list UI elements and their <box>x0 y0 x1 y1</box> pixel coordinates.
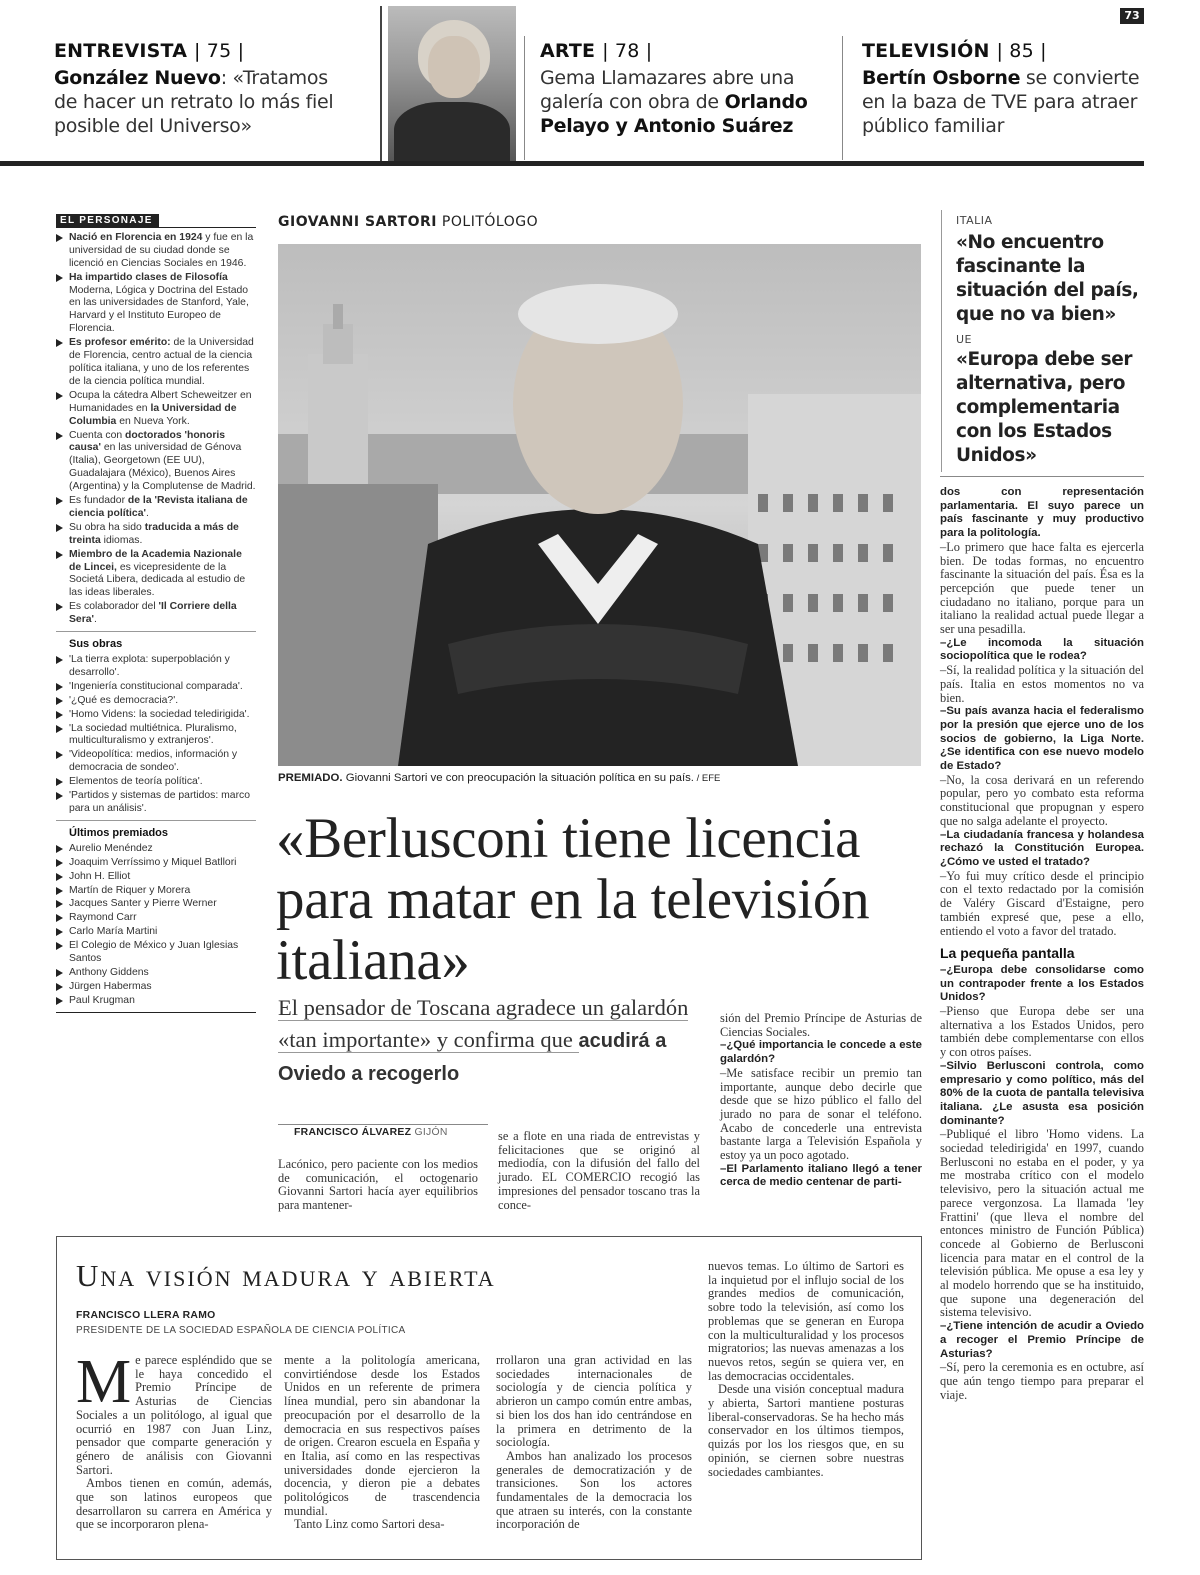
winner-item: Aurelio Menéndez <box>56 843 256 856</box>
bio-item: Miembro de la Academia Nazionale de Lincei, es vicepresidente de la Societá Libera, dedicada al estudio de las ideas liberales. <box>56 549 256 601</box>
work-item: 'Partidos y sistemas de partidos: marco para un análisis'. <box>56 790 256 816</box>
article-col2: se a flote en una riada de entrevistas y felicitaciones que se originó al mediodía, con la difusión del fallo del jurado. EL COMERCIO recogió las impresiones del pensador toscano tras la conce- <box>498 1129 700 1212</box>
byline-name: FRANCISCO ÁLVAREZ <box>294 1127 412 1138</box>
right-rule <box>940 476 1144 477</box>
question: –Su país avanza hacia el federalismo por la presión que ejerce uno de los socios de gobierno, la Liga Norte. ¿Se identifica con ese nuevo modelo de Estado? <box>940 705 1144 773</box>
winner-item: Raymond Carr <box>56 912 256 925</box>
header-rule <box>0 161 1144 166</box>
teaser-bold: González Nuevo <box>54 67 221 89</box>
byline <box>294 1127 448 1138</box>
caption-credit: / EFE <box>693 773 721 784</box>
header-section-television[interactable] <box>862 40 1152 138</box>
bio-item: Nació en Florencia en 1924 y fue en la universidad de su ciudad donde se licenció en Ciencias Sociales en 1946. <box>56 232 256 271</box>
section-label: ENTREVISTA <box>54 40 188 62</box>
byline-rule <box>278 1124 488 1125</box>
kicker <box>278 214 538 230</box>
header-portrait-photo <box>388 6 516 162</box>
bio-list <box>56 232 256 627</box>
byline-place: GIJÓN <box>411 1127 448 1138</box>
opinion-col3: rrollaron una gran actividad en las sociedades internacionales de sociología y de ciencia política y abrieron un campo común entre ambas, si bien los dos han ido centrándose en la primera en detrimento de la sociología. Ambos han analizado los procesos generales de democratización y de transiciones. Son los actores fundamentales de la democracia los que atraen su interés, con la constante incorporación de <box>496 1353 692 1532</box>
caption-text: Giovanni Sartori ve con preocupación la situación política en su país. <box>342 772 694 784</box>
winner-item: Martín de Riquer y Morera <box>56 885 256 898</box>
pullquote-divider <box>941 210 942 472</box>
article-col1: Lacónico, pero paciente con los medios de comunicación, el octogenario Giovanni Sartori hacía ayer equilibrios para mantener- <box>278 1157 478 1213</box>
winner-item: Anthony Giddens <box>56 967 256 980</box>
winner-item: Carlo María Martini <box>56 926 256 939</box>
header-divider <box>524 36 525 160</box>
kicker-role: POLITÓLOGO <box>436 214 539 230</box>
work-item: Elementos de teoría política'. <box>56 776 256 789</box>
work-item: 'La tierra explota: superpoblación y desarrollo'. <box>56 654 256 680</box>
kicker-name: GIOVANNI SARTORI <box>278 214 437 230</box>
teaser-bold: Bertín Osborne <box>862 67 1021 89</box>
winner-item: Jürgen Habermas <box>56 981 256 994</box>
section-page: | 85 | <box>996 40 1047 62</box>
bio-item: Es profesor emérito: de la Universidad de Florencia, centro actual de la ciencia política italiana, y uno de los referentes de la ciencia política mundial. <box>56 337 256 389</box>
deck-text: El pensador de Toscana agradece un galardón «tan importante» y confirma que <box>278 995 689 1052</box>
question: –¿Qué importancia le concede a este galardón? <box>720 1039 922 1066</box>
work-item: 'Videopolítica: medios, información y democracia de sondeo'. <box>56 749 256 775</box>
drop-cap: M <box>76 1348 132 1416</box>
bio-item: Ocupa la cátedra Albert Scheweitzer en Humanidades en la Universidad de Columbia en Nueva York. <box>56 390 256 429</box>
works-title: Sus obras <box>69 638 123 651</box>
teaser-text: Gema Llamazares abre una galería con obra de <box>540 67 795 113</box>
deck <box>278 992 698 1096</box>
pullquote-text: «Europa debe ser alternativa, pero complementaria con los Estados Unidos» <box>956 349 1133 466</box>
winners-list <box>56 843 256 1008</box>
opinion-col4: nuevos temas. Lo último de Sartori es la inquietud por el influjo social de los grandes medios de comunicación, sobre todo la televisión, así como los problemas que se generan en Europa con la multiculturalidad y los procesos migratorios; las nuevas amenazas a los nuevos retos, según se quiera ver, en las democracias occidentales. Desde una visión conceptual madura y abierta, Sartori mantiene posturas liberal-conservadoras. Se ha hecho más conservador en los últimos tiempos, quizás por los los riesgos que, en su opinión, se ciernen sobre nuestras sociedades cambiantes. <box>708 1259 904 1479</box>
main-photo <box>278 244 921 766</box>
pullquote-tag: ITALIA <box>956 214 993 227</box>
article-col3: sión del Premio Príncipe de Asturias de Ciencias Sociales. –¿Qué importancia le concede a este galardón? –Me satisface recibir un premio tan importante, aunque debo decirle que desde que se hizo público el fallo del jurado no para de sonar el teléfono. Acabo de concederle una entrevista bastante larga a Televisión Española y estoy ya un poco agotado. –El Parlamento italiano llegó a tener cerca de medio centenar de parti- <box>720 1011 922 1189</box>
pullquote-text: «No encuentro fascinante la situación del país, que no va bien» <box>956 232 1139 325</box>
question: –¿Tiene intención de acudir a Oviedo a recoger el Premio Príncipe de Asturias? <box>940 1320 1144 1360</box>
teaser-bold: Orlando Pelayo y Antonio Suárez <box>540 91 808 137</box>
pullquote-tag: UE <box>956 333 973 346</box>
header-divider <box>380 6 382 162</box>
question: –¿Le incomoda la situación sociopolítica que le rodea? <box>940 636 1144 663</box>
bio-item: Es fundador de la 'Revista italiana de ciencia política'. <box>56 495 256 521</box>
opinion-author-role: PRESIDENTE DE LA SOCIEDAD ESPAÑOLA DE CIENCIA POLÍTICA <box>76 1325 406 1336</box>
work-item: 'Homo Videns: la sociedad teledirigida'. <box>56 709 256 722</box>
photo-caption <box>278 772 921 784</box>
bio-item: Ha impartido clases de Filosofía Moderna, Lógica y Doctrina del Estado en las universidades de Stanford, Yale, Harvard y el Instituto Europeo de Florencia. <box>56 272 256 337</box>
work-item: 'La sociedad multiétnica. Pluralismo, multiculturalismo y extranjeros'. <box>56 723 256 749</box>
question: –La ciudadanía francesa y holandesa rechazó la Constitución Europea. ¿Cómo ve usted el tratado? <box>940 828 1144 868</box>
section-page: | 75 | <box>193 40 245 62</box>
question: –¿Europa debe consolidarse como un contrapoder frente a los Estados Unidos? <box>940 963 1144 1004</box>
headline: «Berlusconi tiene licencia para matar en la televisión italiana» <box>276 807 870 992</box>
bio-item: Cuenta con doctorados 'honoris causa' en las universidad de Génova (Italia), Georgetown (EE UU), Guadalajara (México), Buenos Aires (Argentina) y la Complutense de Madrid. <box>56 430 256 495</box>
question: –Silvio Berlusconi controla, como empresario y como político, más del 80% de la cuota de pantalla televisiva italiana. ¿Le asusta esa posición dominante? <box>940 1059 1144 1127</box>
winner-item: Jacques Santer y Pierre Werner <box>56 898 256 911</box>
winner-item: Joaquim Verríssimo y Miquel Batllori <box>56 857 256 870</box>
header-section-entrevista[interactable] <box>54 40 354 138</box>
winner-item: Paul Krugman <box>56 995 256 1008</box>
winner-item: John H. Elliot <box>56 871 256 884</box>
question: dos con representación parlamentaria. El suyo parece un país fascinante y muy productivo para la politología. <box>940 486 1144 540</box>
section-label: ARTE <box>540 40 596 62</box>
pullquotes <box>956 214 1151 468</box>
page-number: 73 <box>1120 8 1144 24</box>
bio-item: Su obra ha sido traducida a más de treinta idiomas. <box>56 522 256 548</box>
work-item: 'Ingeniería constitucional comparada'. <box>56 681 256 694</box>
opinion-author: FRANCISCO LLERA RAMO <box>76 1310 216 1321</box>
winner-item: El Colegio de México y Juan Iglesias Santos <box>56 940 256 966</box>
works-list <box>56 654 256 816</box>
winners-title: Últimos premiados <box>69 826 169 839</box>
section-label: TELEVISIÓN <box>862 40 990 62</box>
teaser-text: : «Tratamos de hacer un retrato lo más fiel posible del Universo» <box>54 67 334 137</box>
bio-item: Es colaborador del 'Il Corriere della Sera'. <box>56 601 256 627</box>
sidebar-tag: EL PERSONAJE <box>56 214 159 227</box>
opinion-col2: mente a la politología americana, convirtiéndose desde los Estados Unidos en un referente de primera línea mundial, pero sin abandonar la preocupación por el desarrollo de la democracia en sus respectivos países de origen. Crearon escuela en España y en Italia, así como en las respectivas universidades donde ejercieron la docencia, y dieron pie a debates politológicos de trascendencia mundial. Tanto Linz como Sartori desa- <box>284 1353 480 1532</box>
header-divider <box>842 36 843 160</box>
sidebar-profile <box>56 214 256 1013</box>
caption-label: PREMIADO. <box>278 772 343 784</box>
opinion-col1: Me parece espléndido que se le haya concedido el Premio Príncipe de Asturias de Ciencias Sociales a un politólogo, al igual que ocurrió en 1987 con Juan Linz, pensador que comparte generación y género de análisis con Giovanni Sartori. Ambos tienen en común, además, que son latinos europeos que desarrollaron su carrera en América y que se incorporaron plena- <box>76 1348 272 1532</box>
work-item: '¿Qué es democracia?'. <box>56 695 256 708</box>
header-section-arte[interactable] <box>540 40 830 138</box>
deck-bold: acudirá a Oviedo a recogerlo <box>278 1030 667 1085</box>
opinion-title: Una visión madura y abierta <box>76 1258 496 1293</box>
article-col4: dos con representación parlamentaria. El suyo parece un país fascinante y muy productivo para la politología. –Lo primero que hace falta es ejercerla bien. De todas formas, no encuentro fascinante la situación del país. Ésa es la percepción que puede tener un ciudadano no italiano, porque para un italiano la realidad actual puede llegar a ser una pesadilla. –¿Le incomoda la situación sociopolítica que le rodea? –Sí, la realidad política y la situación del país. Italia en estos momentos no va bien. –Su país avanza hacia el federalismo por la presión que ejerce uno de los socios de gobierno, la Liga Norte. ¿Se identifica con ese nuevo modelo de Estado? –No, la cosa derivará en un referendo popular, pero yo combato esta reforma constitucional que propugnan y espero que no salga adelante el proyecto. –La ciudadanía francesa y holandesa rechazó la Constitución Europea. ¿Cómo ve usted el tratado? –Yo fui muy crítico desde el principio con el texto redactado por la comisión de Valéry Giscard d'Estaigne, pero también expresé que, pese a ello, entiendo el voto a favor del tratado. La pequeña pantalla –¿Europa debe consolidarse como un contrapoder frente a los Estados Unidos? –Pienso que Europa debe ser una alternativa a los Estados Unidos, pero también debe complementarse con ellos y con otros países. –Silvio Berlusconi controla, como empresario y como político, más del 80% de la cuota de pantalla televisiva italiana. ¿Le asusta esa posición dominante? –Publiqué el libro 'Homo videns. La sociedad teledirigida' en 1997, cuando Berlusconi no estaba en el poder, y ya me mostraba crítico con el modelo televisivo, pero la situación actual me parece vergonzosa. La llamada 'ley Frattini' (que lleva el nombre del entonces ministro de Función Pública) concede al Gobierno de Berlusconi licencia para matar en el control de la televisión pública. Me opuse a esa ley y al modelo horrendo que se ha instituido, que supone una degeneración del sistema televisivo. –¿Tiene intención de acudir a Oviedo a recoger el Premio Príncipe de Asturias? –Sí, pero la ceremonia es en octubre, así que aún tengo tiempo para preparar el viaje. <box>940 486 1144 1402</box>
question: –El Parlamento italiano llegó a tener cerca de medio centenar de parti- <box>720 1162 922 1189</box>
photo-illustration <box>278 244 921 766</box>
section-page: | 78 | <box>602 40 653 62</box>
teaser-text: se convierte en la baza de TVE para atraer público familiar <box>862 67 1140 137</box>
subhead: La pequeña pantalla <box>940 945 1075 962</box>
